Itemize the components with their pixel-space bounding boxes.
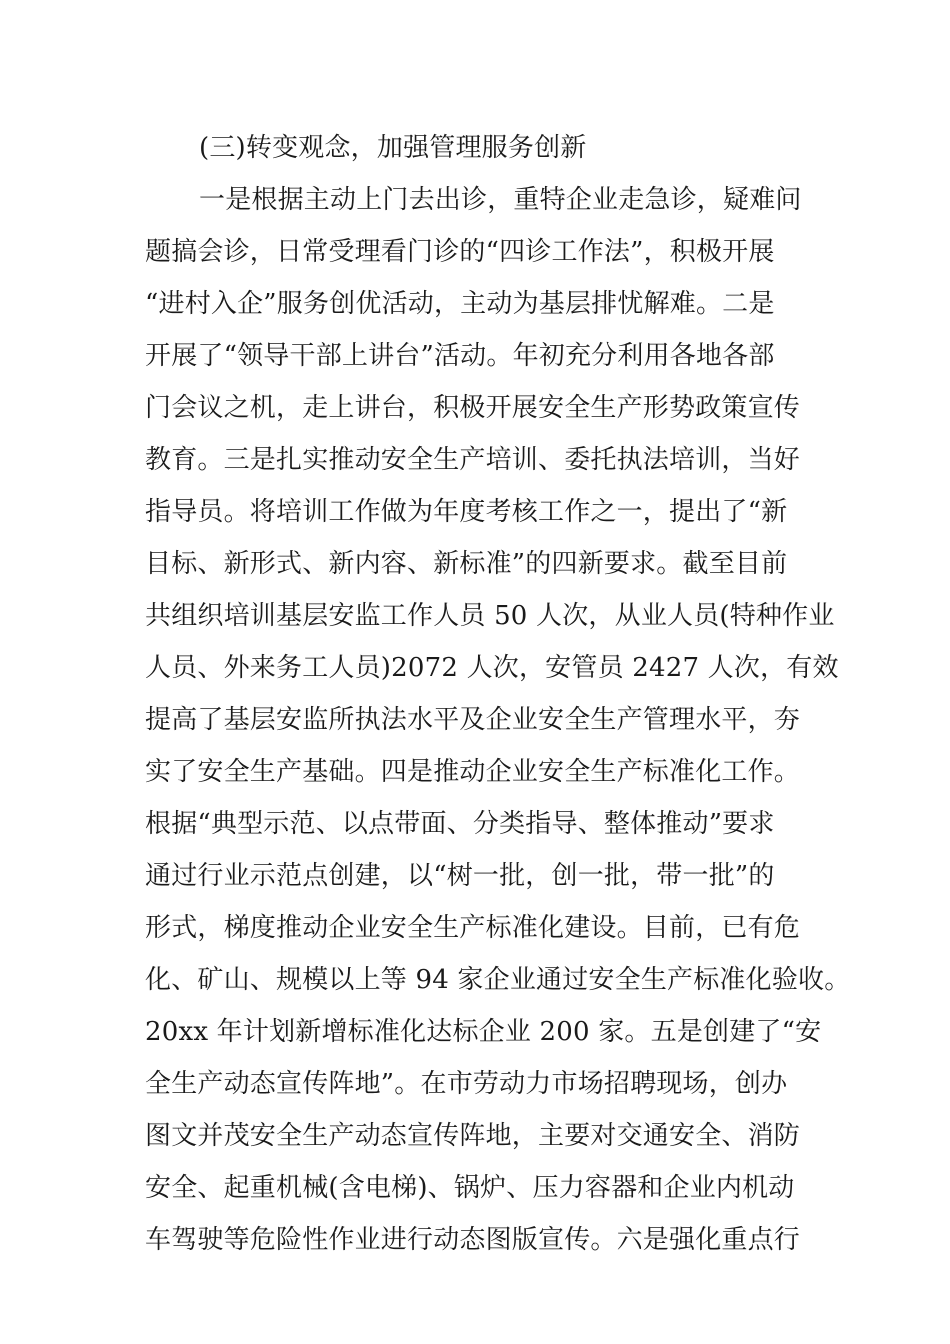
paragraph-line: 通过行业示范点创建，以“树一批，创一批，带一批”的: [145, 861, 775, 891]
paragraph-line: 门会议之机，走上讲台，积极开展安全生产形势政策宣传: [145, 393, 801, 423]
paragraph-line: 化、矿山、规模以上等 94 家企业通过安全生产标准化验收。: [145, 965, 851, 995]
paragraph-line: 20xx 年计划新增标准化达标企业 200 家。五是创建了“安: [145, 1017, 822, 1047]
paragraph-line: 提高了基层安监所执法水平及企业安全生产管理水平，夯: [145, 705, 801, 735]
paragraph-line: 全生产动态宣传阵地”。在市劳动力市场招聘现场，创办: [145, 1069, 788, 1099]
paragraph-line: 指导员。将培训工作做为年度考核工作之一，提出了“新: [145, 497, 788, 527]
section-heading: (三)转变观念，加强管理服务创新: [199, 133, 587, 163]
paragraph-line: 根据“典型示范、以点带面、分类指导、整体推动”要求: [145, 809, 775, 839]
paragraph-line: 实了安全生产基础。四是推动企业安全生产标准化工作。: [145, 757, 801, 787]
paragraph-line: “进村入企”服务创优活动，主动为基层排忧解难。二是: [145, 289, 775, 319]
paragraph-line: 人员、外来务工人员)2072 人次，安管员 2427 人次，有效: [145, 653, 839, 683]
paragraph-line: 目标、新形式、新内容、新标准”的四新要求。截至目前: [145, 549, 788, 579]
paragraph-line: 共组织培训基层安监工作人员 50 人次，从业人员(特种作业: [145, 601, 835, 631]
paragraph-line: 图文并茂安全生产动态宣传阵地，主要对交通安全、消防: [145, 1121, 801, 1151]
paragraph-line: 题搞会诊，日常受理看门诊的“四诊工作法”，积极开展: [145, 237, 775, 267]
paragraph-line: 形式，梯度推动企业安全生产标准化建设。目前，已有危: [145, 913, 801, 943]
paragraph-line: 教育。三是扎实推动安全生产培训、委托执法培训，当好: [145, 445, 801, 475]
paragraph-line: 车驾驶等危险性作业进行动态图版宣传。六是强化重点行: [145, 1225, 801, 1255]
paragraph-line: 开展了“领导干部上讲台”活动。年初充分利用各地各部: [145, 341, 775, 371]
paragraph-line: 一是根据主动上门去出诊，重特企业走急诊，疑难问: [199, 185, 802, 215]
paragraph-line: 安全、起重机械(含电梯)、锅炉、压力容器和企业内机动: [145, 1173, 795, 1203]
